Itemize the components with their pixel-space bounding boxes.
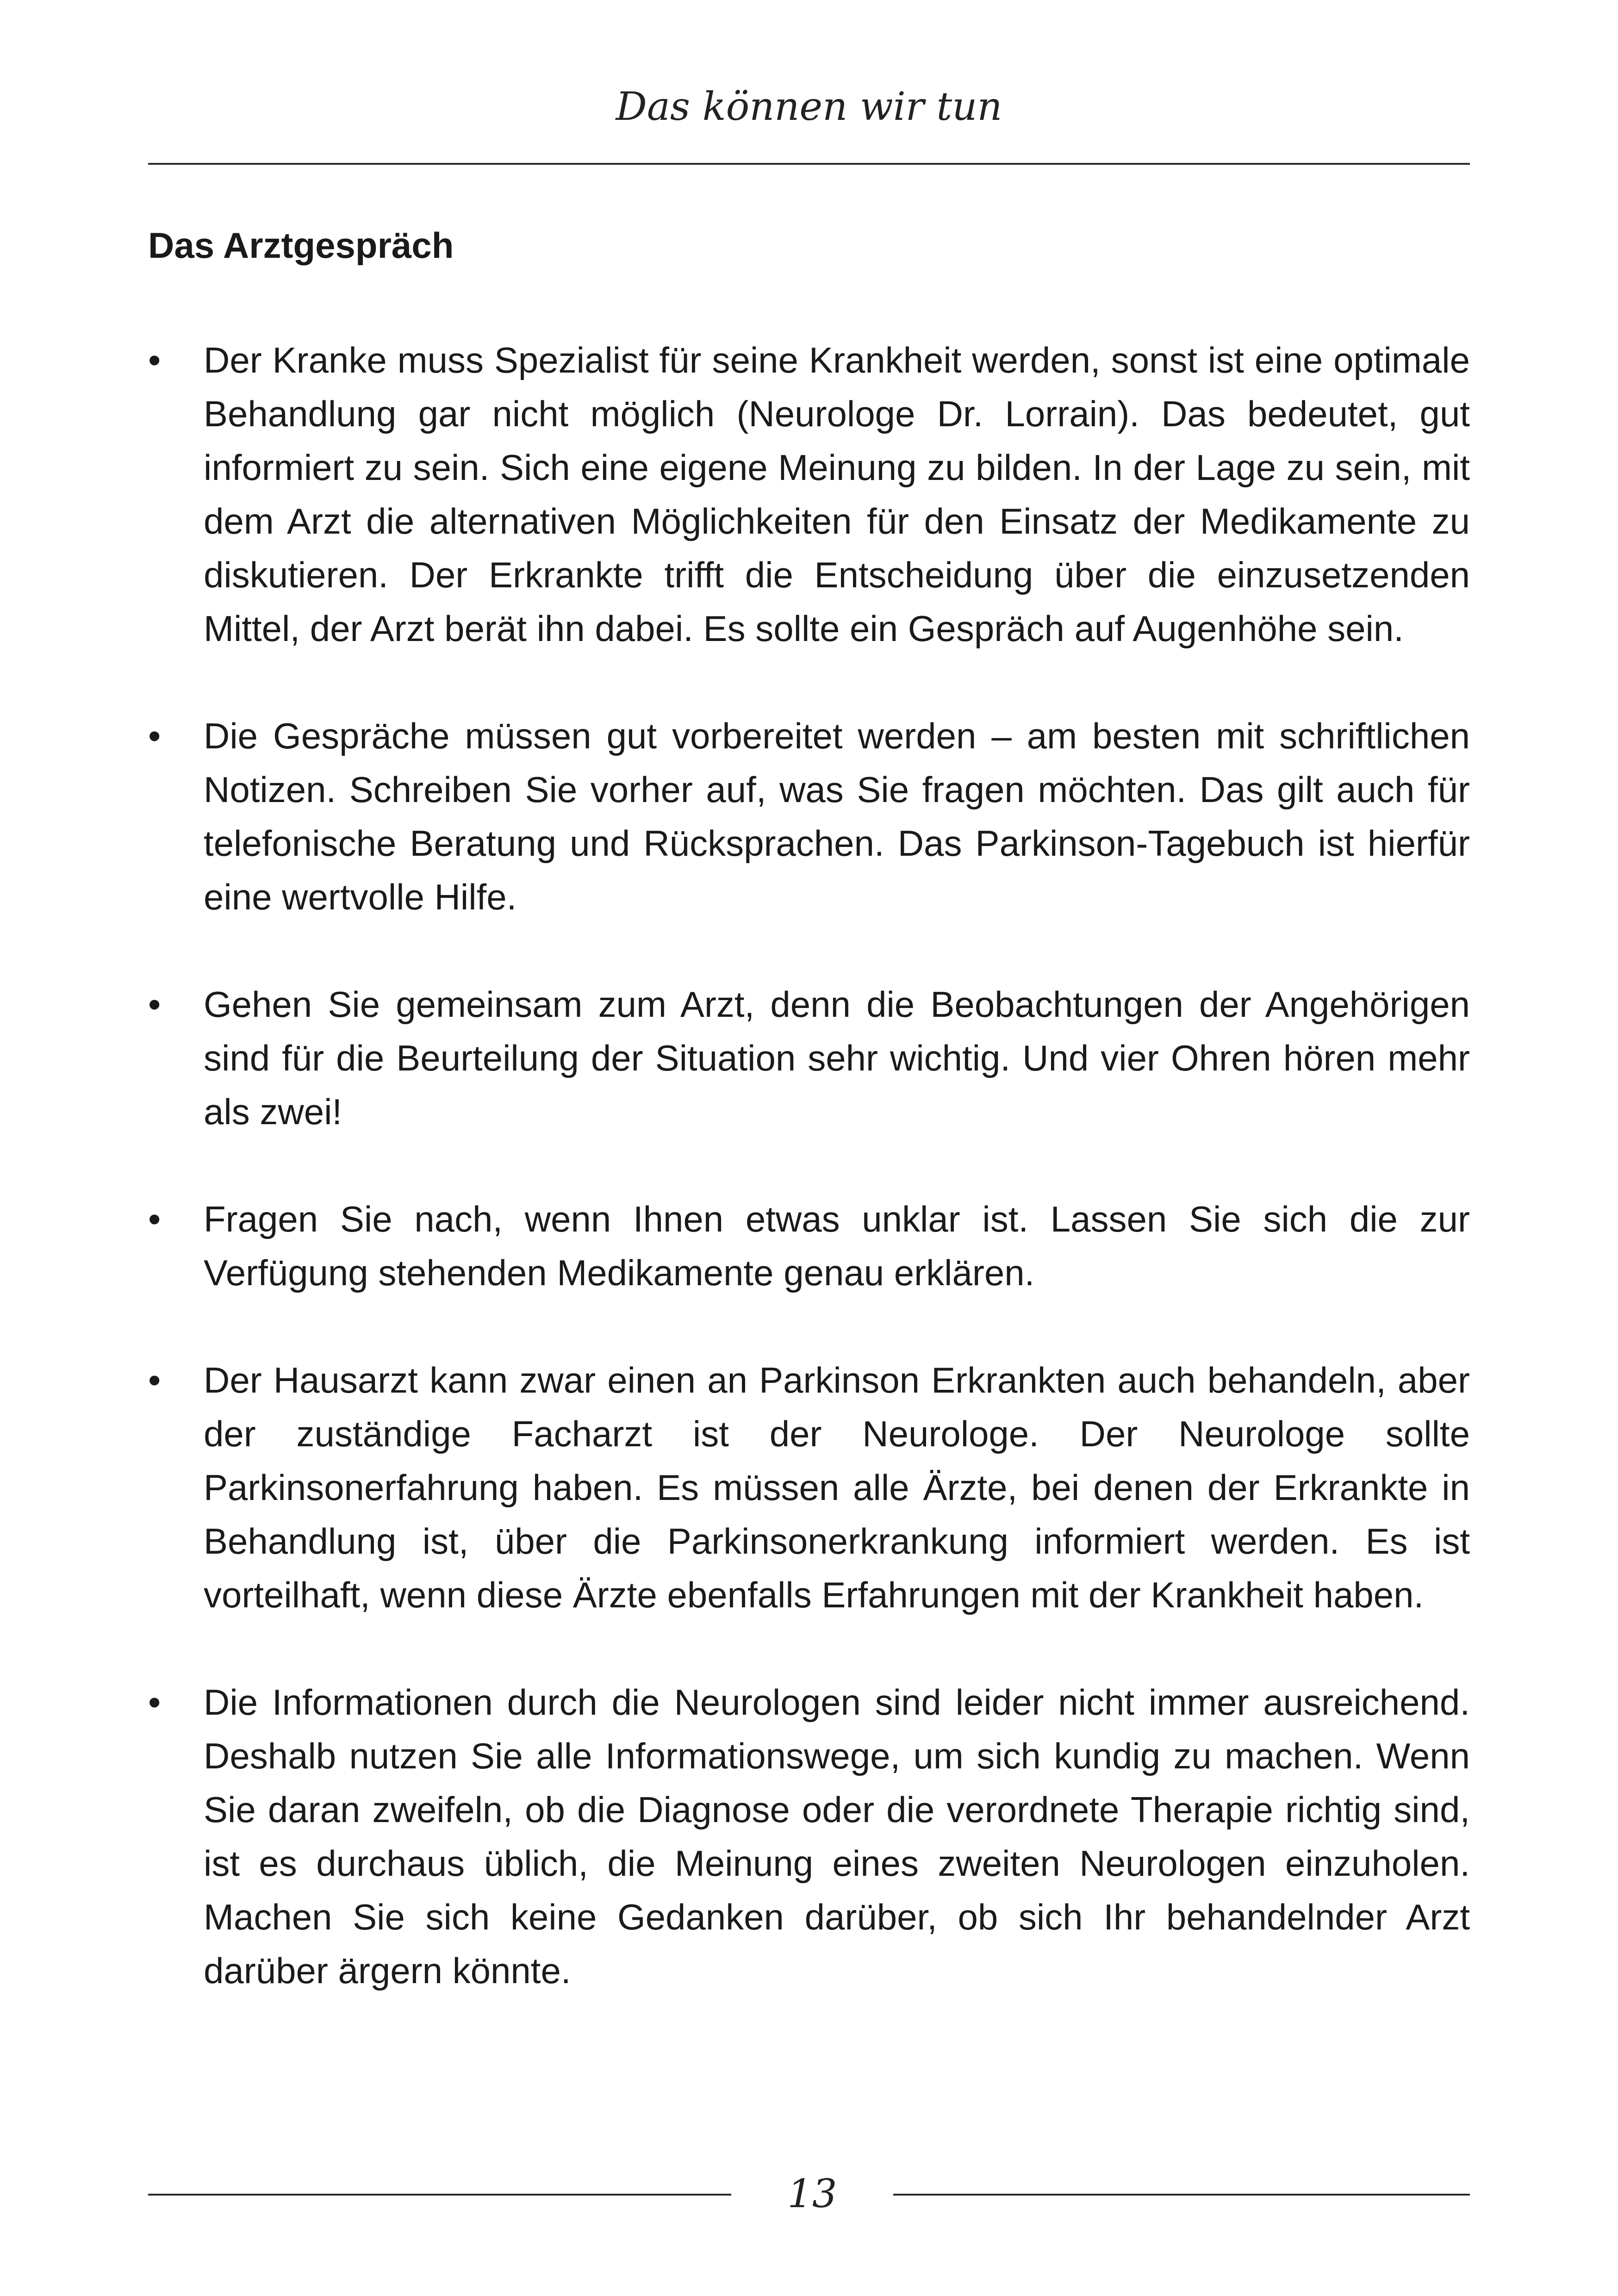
bullet-icon: • <box>148 1682 161 1723</box>
list-item <box>148 977 1470 1139</box>
bullet-icon: • <box>148 716 161 756</box>
list-item-text: Der Hausarzt kann zwar einen an Parkinson Erkrankten auch behandeln, aber der zuständige Facharzt ist der Neurologe. Der Neurologe sollte Parkinsonerfahrung haben. Es müssen alle Ärzte, bei denen der Erkrankte in Behandlung ist, über die Parkinsonerkrankung informiert werden. Es ist vorteilhaft, wenn diese Ärzte ebenfalls Erfahrungen mit der Krankheit haben. <box>204 1360 1470 1615</box>
list-item <box>148 709 1470 924</box>
list-item-text: Gehen Sie gemeinsam zum Arzt, denn die Beobachtungen der Angehörigen sind für die Beurteilung der Situation sehr wichtig. Und vier Ohren hören mehr als zwei! <box>204 984 1470 1132</box>
running-title: Das können wir tun <box>616 84 1002 129</box>
header-rule <box>148 163 1470 165</box>
list-item <box>148 333 1470 655</box>
bullet-icon: • <box>148 984 161 1025</box>
bullet-icon: • <box>148 1199 161 1239</box>
list-item-text: Fragen Sie nach, wenn Ihnen etwas unklar ist. Lassen Sie sich die zur Verfügung stehenden Medikamente genau erklären. <box>204 1199 1470 1293</box>
page-number: 13 <box>787 2171 837 2216</box>
bullet-list <box>148 333 1470 2051</box>
list-item-text: Die Informationen durch die Neurologen sind leider nicht immer ausreichend. Deshalb nutzen Sie alle Informationswege, um sich kundig zu machen. Wenn Sie daran zweifeln, ob die Diagnose oder die verordnete Therapie richtig sind, ist es durchaus üblich, die Meinung eines zweiten Neurologen einzuholen. Machen Sie sich keine Gedanken darüber, ob sich Ihr behandelnder Arzt darüber ärgern könnte. <box>204 1682 1470 1991</box>
list-item <box>148 1675 1470 1997</box>
list-item <box>148 1353 1470 1622</box>
section-title: Das Arztgespräch <box>148 225 454 266</box>
list-item-text: Die Gespräche müssen gut vorbereitet werden – am besten mit schriftlichen Notizen. Schreiben Sie vorher auf, was Sie fragen möchten. Das gilt auch für telefonische Beratung und Rücksprachen. Das Parkinson-Tagebuch ist hierfür eine wertvolle Hilfe. <box>204 716 1470 917</box>
bullet-icon: • <box>148 340 161 380</box>
bullet-icon: • <box>148 1360 161 1400</box>
footer-rule-left <box>148 2194 731 2196</box>
footer-rule-right <box>893 2194 1470 2196</box>
list-item-text: Der Kranke muss Spezialist für seine Krankheit werden, sonst ist eine optimale Behandlung gar nicht möglich (Neurologe Dr. Lorrain). Das bedeutet, gut informiert zu sein. Sich eine eigene Meinung zu bilden. In der Lage zu sein, mit dem Arzt die alternativen Möglichkeiten für den Einsatz der Medikamente zu diskutieren. Der Erkrankte trifft die Entscheidung über die einzusetzenden Mittel, der Arzt berät ihn dabei. Es sollte ein Gespräch auf Augenhöhe sein. <box>204 340 1470 649</box>
list-item <box>148 1192 1470 1300</box>
